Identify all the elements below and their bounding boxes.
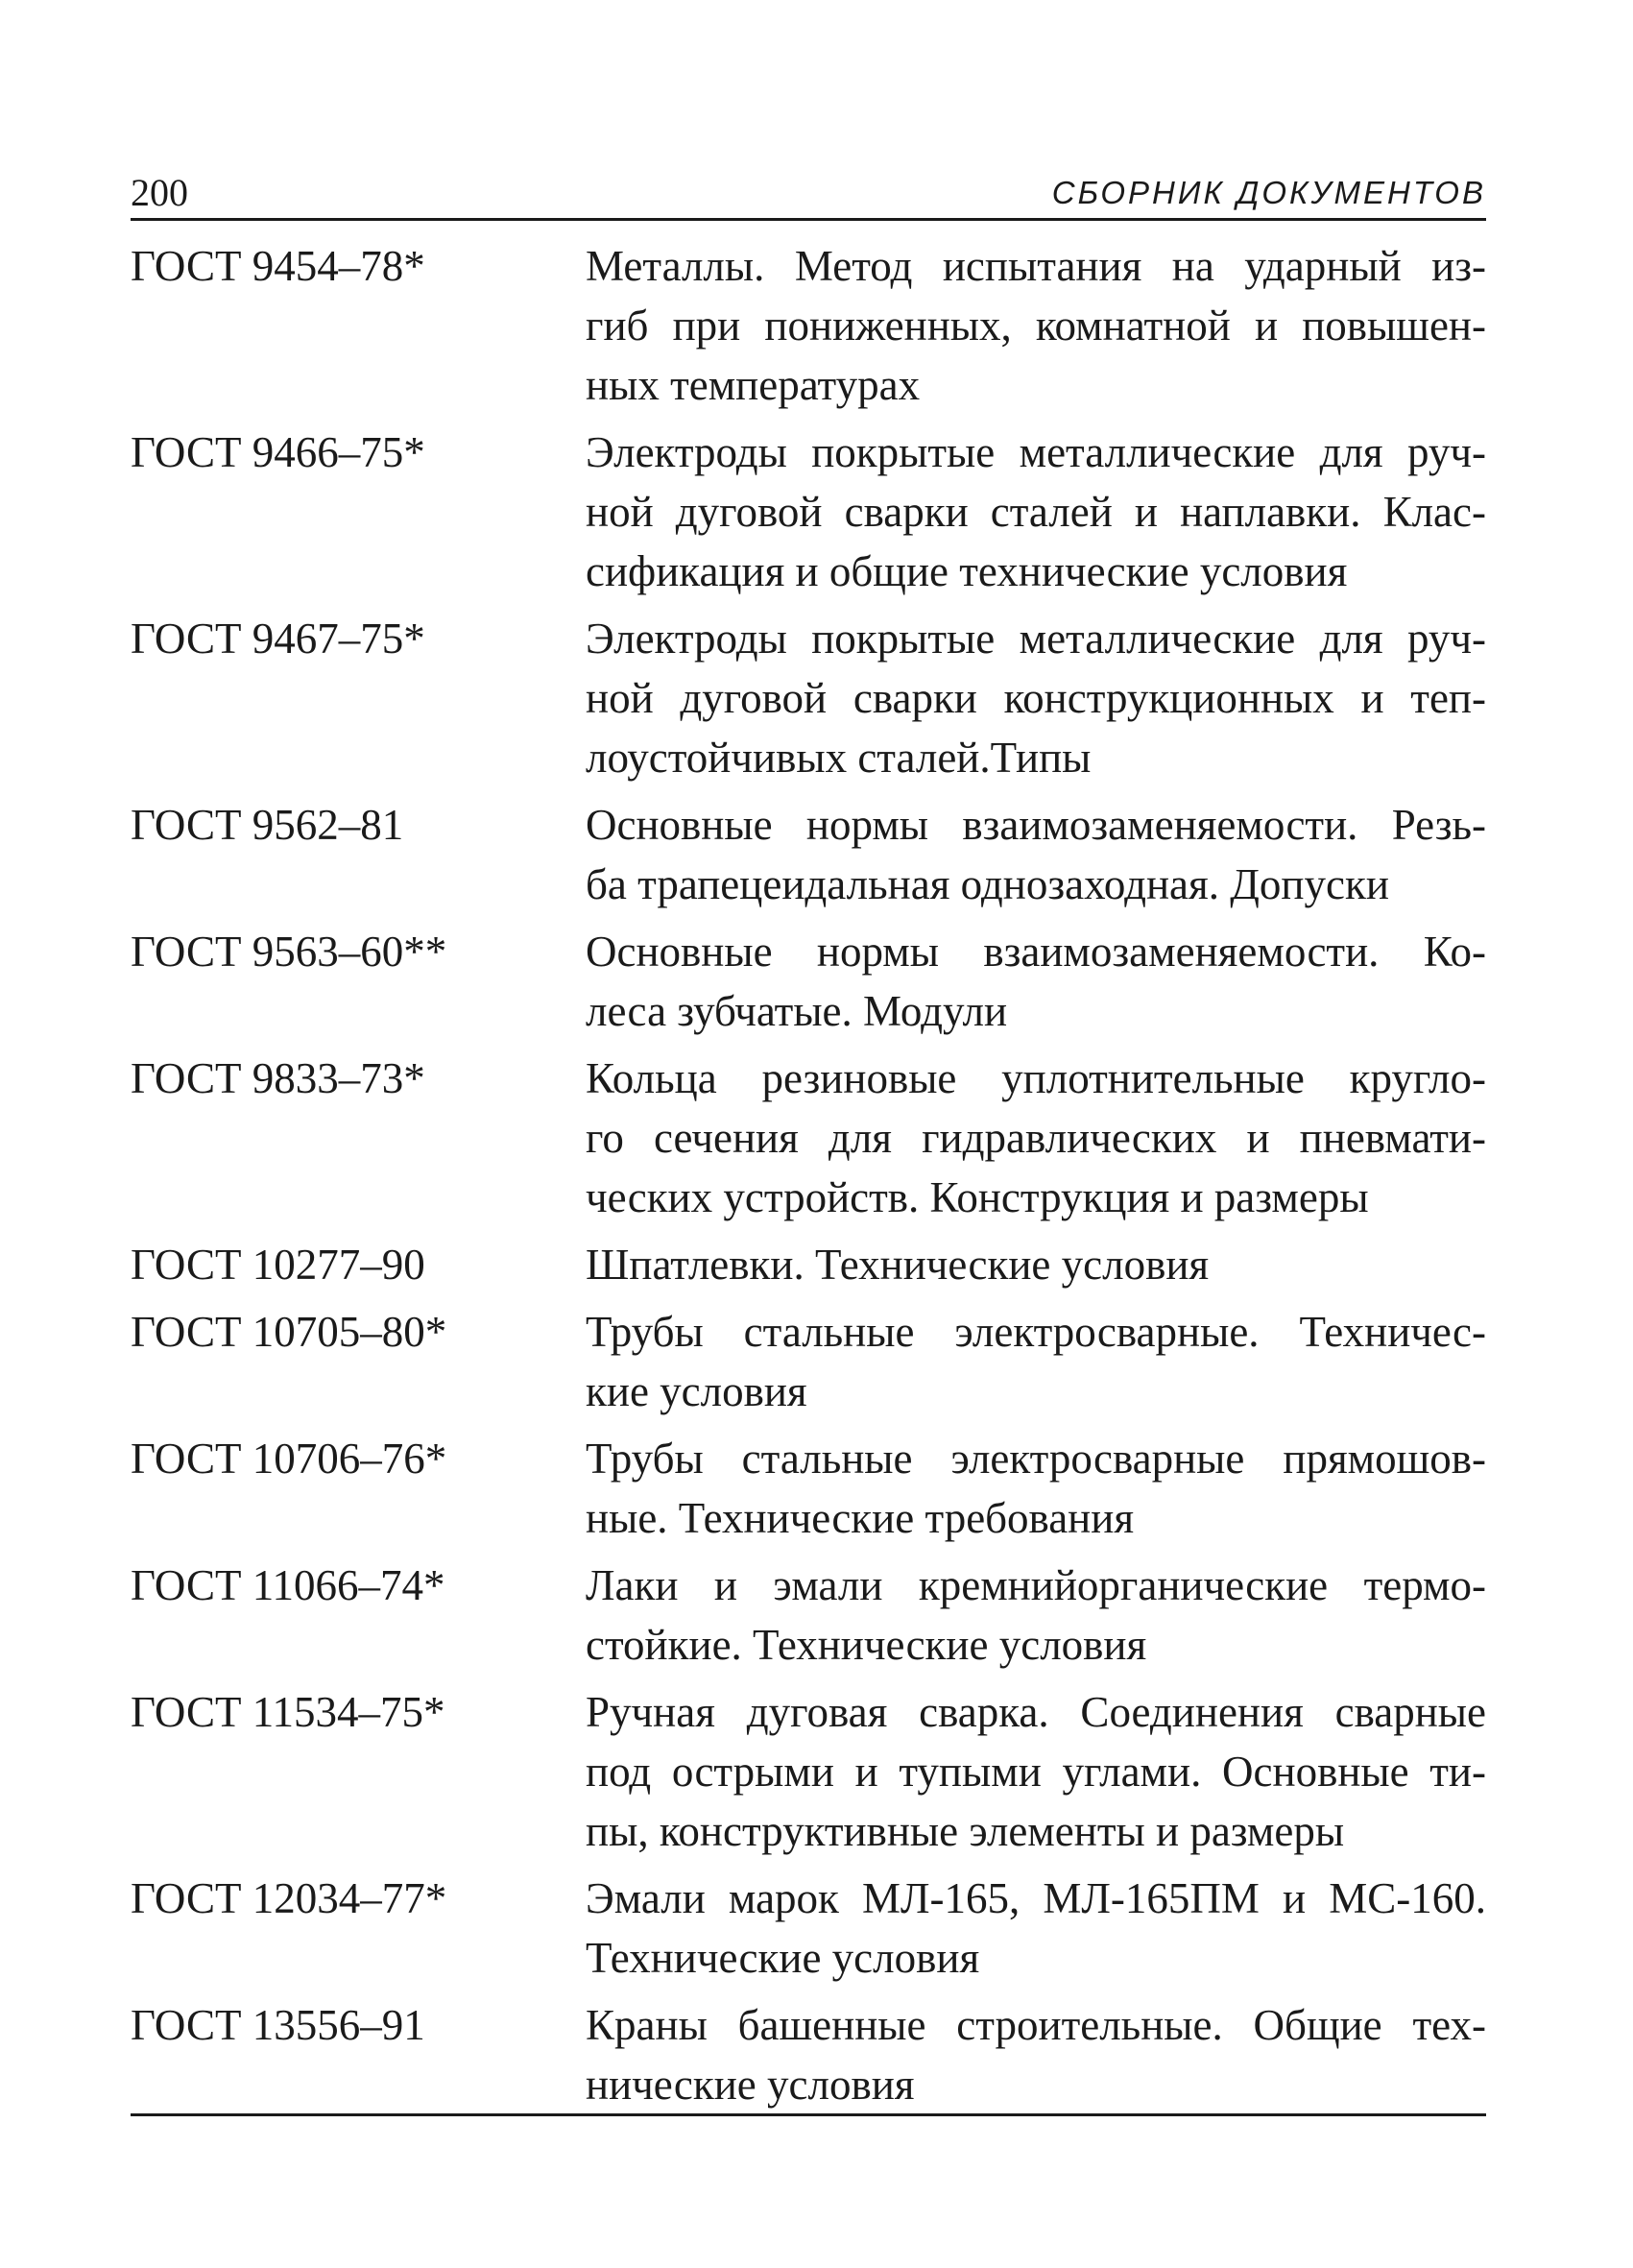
title-line: Ручная дуговая сварка. Соединения сварные [586, 1688, 1486, 1736]
standard-code: ГОСТ 11066–74* [131, 1561, 445, 1609]
title-line: го сечения для гидравлических и пневмати- [586, 1114, 1486, 1162]
standard-title [586, 236, 1486, 415]
title-line: Основные нормы взаимозаменяемости. Ко- [586, 928, 1486, 976]
title-line: лоустойчивых сталей.Типы [586, 734, 1092, 782]
title-line: гиб при пониженных, комнатной и повышен- [586, 302, 1486, 350]
standard-entry [131, 795, 1486, 914]
standard-title [586, 1869, 1486, 1988]
standard-entry [131, 609, 1486, 787]
title-line: Кольца резиновые уплотнительные кругло- [586, 1054, 1486, 1102]
standard-entry [131, 1556, 1486, 1675]
title-line: Электроды покрытые металлические для руч- [586, 615, 1486, 663]
standard-title [586, 1682, 1486, 1861]
title-line: ных температурах [586, 361, 921, 409]
title-line: кие условия [586, 1367, 807, 1415]
title-line: стойкие. Технические условия [586, 1621, 1147, 1669]
title-line: ные. Технические требования [586, 1494, 1135, 1542]
title-line: ной дуговой сварки сталей и наплавки. Клас- [586, 488, 1486, 536]
standard-entry [131, 422, 1486, 601]
standard-code: ГОСТ 9833–73* [131, 1054, 425, 1102]
title-line: Шпатлевки. Технические условия [586, 1241, 1210, 1289]
title-line: Лаки и эмали кремнийорганические термо- [586, 1561, 1486, 1609]
running-title: СБОРНИК ДОКУМЕНТОВ [1051, 175, 1486, 210]
title-line: Трубы стальные электросварные прямошов- [586, 1435, 1486, 1483]
standards-list [131, 236, 1486, 2122]
standard-code: ГОСТ 9454–78* [131, 242, 425, 290]
header-rule [131, 218, 1486, 221]
title-line: Эмали марок МЛ-165, МЛ-165ПМ и МС-160. [586, 1874, 1486, 1922]
page-header [131, 169, 1486, 217]
standard-code: ГОСТ 10277–90 [131, 1241, 425, 1289]
standard-entry [131, 1869, 1486, 1988]
standard-entry [131, 1429, 1486, 1548]
title-line: Технические условия [586, 1934, 980, 1982]
standard-code: ГОСТ 10706–76* [131, 1435, 447, 1483]
standard-title [586, 1995, 1486, 2114]
standard-code: ГОСТ 11534–75* [131, 1688, 445, 1736]
title-line: Основные нормы взаимозаменяемости. Резь- [586, 801, 1486, 849]
title-line: Трубы стальные электросварные. Техничес- [586, 1308, 1486, 1356]
standard-title [586, 1049, 1486, 1227]
title-line: под острыми и тупыми углами. Основные ти- [586, 1748, 1486, 1796]
standard-entry [131, 922, 1486, 1041]
standard-title [586, 422, 1486, 601]
title-line: Краны башенные строительные. Общие тех- [586, 2001, 1486, 2049]
standard-title [586, 795, 1486, 914]
footer-rule [131, 2113, 1486, 2116]
title-line: нические условия [586, 2061, 915, 2109]
standard-entry [131, 1995, 1486, 2114]
title-line: Металлы. Метод испытания на ударный из- [586, 242, 1486, 290]
page-number: 200 [131, 171, 188, 214]
standard-title [586, 1235, 1486, 1294]
title-line: ной дуговой сварки конструкционных и теп- [586, 674, 1486, 722]
standard-title [586, 609, 1486, 787]
title-line: сификация и общие технические условия [586, 547, 1348, 595]
standard-code: ГОСТ 13556–91 [131, 2001, 425, 2049]
title-line: ческих устройств. Конструкция и размеры [586, 1173, 1369, 1221]
standard-entry [131, 1682, 1486, 1861]
standard-entry [131, 1235, 1486, 1294]
standard-title [586, 922, 1486, 1041]
title-line: ба трапецеидальная однозаходная. Допуски [586, 860, 1389, 908]
standard-code: ГОСТ 9562–81 [131, 801, 404, 849]
standard-code: ГОСТ 9467–75* [131, 615, 425, 663]
title-line: Электроды покрытые металлические для руч- [586, 428, 1486, 476]
standard-title [586, 1556, 1486, 1675]
title-line: пы, конструктивные элементы и размеры [586, 1807, 1345, 1855]
standard-entry [131, 1049, 1486, 1227]
standard-code: ГОСТ 10705–80* [131, 1308, 447, 1356]
standard-code: ГОСТ 9563–60** [131, 928, 447, 976]
title-line: леса зубчатые. Модули [586, 987, 1008, 1035]
standard-title [586, 1302, 1486, 1421]
standard-title [586, 1429, 1486, 1548]
standard-code: ГОСТ 9466–75* [131, 428, 425, 476]
standard-entry [131, 1302, 1486, 1421]
standard-code: ГОСТ 12034–77* [131, 1874, 447, 1922]
standard-entry [131, 236, 1486, 415]
